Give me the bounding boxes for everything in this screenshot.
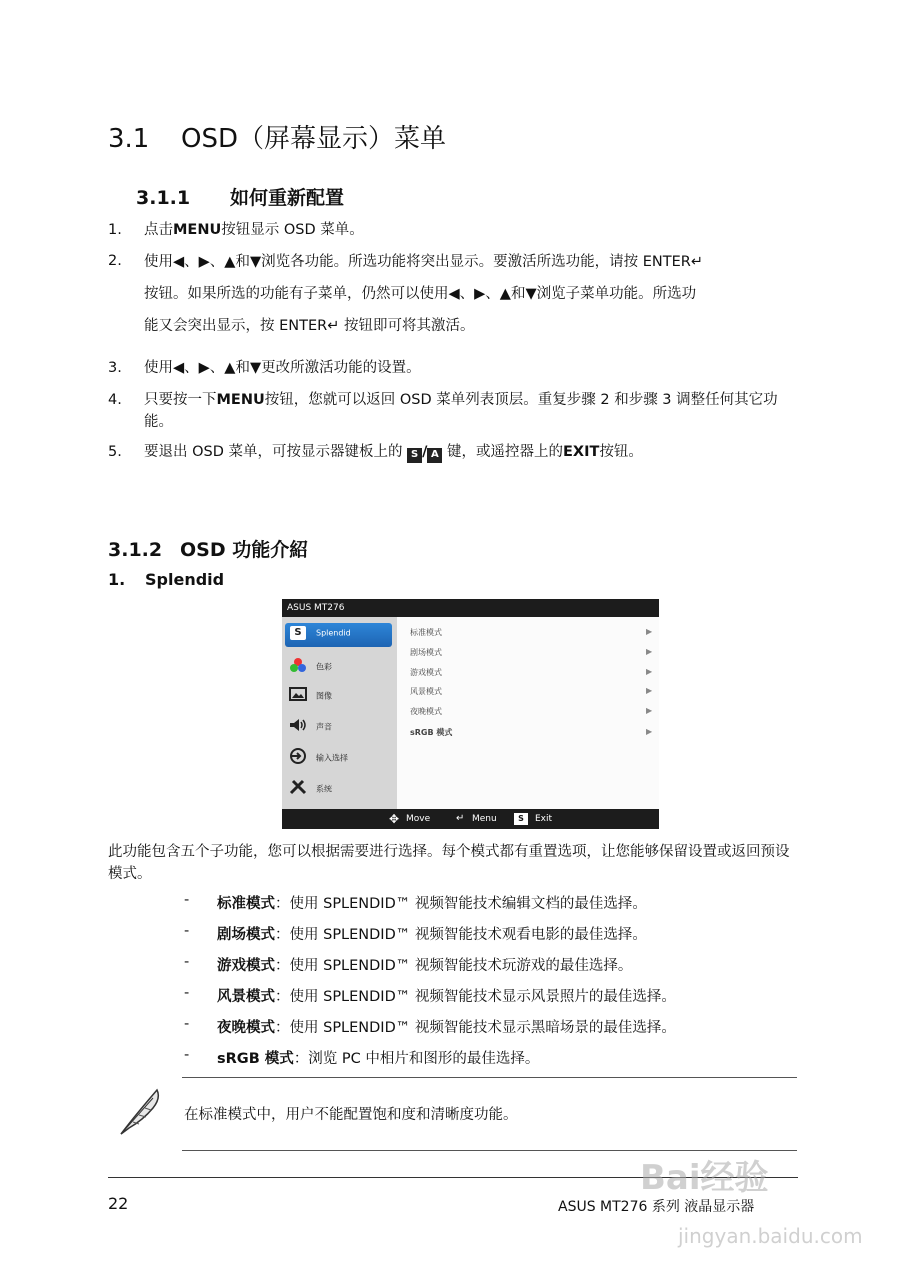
osd-menu-label: 输入选择 (316, 753, 348, 763)
step-1 (108, 215, 798, 245)
step-number: 5. (108, 444, 122, 460)
step-4 (108, 389, 798, 433)
osd-menu-item-image[interactable] (288, 687, 332, 705)
step-text: 只要按一下 (144, 392, 217, 408)
feather-pen-icon (113, 1084, 167, 1142)
step-text: 按钮。 (599, 444, 643, 460)
osd-submenu-item[interactable]: sRGB 模式 (410, 728, 453, 737)
step-text: 点击 (144, 222, 173, 238)
step-text-line: 使用◀、▶、▲和▼浏览各功能。所选功能将突出显示。要激活所选功能，请按 ENTER↵ (144, 254, 703, 270)
osd-menu-label: 图像 (316, 691, 332, 701)
osd-menu-label: 系统 (316, 784, 332, 794)
step-number: 2. (108, 253, 122, 269)
osd-menu-label: 色彩 (316, 662, 332, 672)
enter-icon: ↵ (456, 813, 465, 824)
mode-item: - 标准模式：使用 SPLENDID™ 视频智能技术编辑文档的最佳选择。 (184, 892, 647, 912)
section-title: OSD（屏幕显示）菜单 (181, 124, 446, 154)
mode-desc: ：使用 SPLENDID™ 视频智能技术显示风景照片的最佳选择。 (275, 989, 676, 1005)
exit-key-icon: S (514, 813, 528, 825)
step-text: 要退出 OSD 菜单，可按显示器键板上的 (144, 444, 403, 460)
subsection-number: 3.1.1 (136, 187, 191, 209)
mode-desc: ：浏览 PC 中相片和图形的最佳选择。 (293, 1051, 540, 1067)
exit-key: EXIT (563, 444, 600, 460)
mode-item: - 风景模式：使用 SPLENDID™ 视频智能技术显示风景照片的最佳选择。 (184, 985, 676, 1005)
step-number: 1. (108, 222, 122, 238)
step-text: 使用◀、▶、▲和▼更改所激活功能的设置。 (144, 360, 421, 376)
subsection-number: 3.1.2 (108, 539, 163, 561)
subsection-heading-config (136, 183, 344, 210)
item-heading (108, 570, 224, 589)
step-text-line: 按钮。如果所选的功能有子菜单，仍然可以使用◀、▶、▲和▼浏览子菜单功能。所选功 (144, 286, 697, 302)
submenu-arrow-icon: ▶ (646, 727, 653, 736)
slash: / (422, 444, 428, 460)
mode-desc: ：使用 SPLENDID™ 视频智能技术玩游戏的最佳选择。 (275, 958, 633, 974)
mode-item: - 剧场模式：使用 SPLENDID™ 视频智能技术观看电影的最佳选择。 (184, 923, 647, 943)
step-5 (108, 437, 798, 467)
system-icon (288, 779, 308, 799)
mode-name: 风景模式 (217, 989, 275, 1005)
step-number: 3. (108, 360, 122, 376)
osd-title: ASUS MT276 (282, 599, 659, 617)
osd-footer (282, 809, 659, 829)
step-text-line: 能又会突出显示，按 ENTER↵ 按钮即可将其激活。 (144, 318, 475, 334)
osd-menu-item-splendid[interactable] (288, 626, 351, 640)
osd-move-label: Move (406, 814, 431, 824)
mode-name: sRGB 模式 (217, 1051, 294, 1067)
osd-screenshot (282, 599, 659, 829)
osd-submenu-item[interactable]: 风景模式 (410, 687, 442, 696)
subsection-title: 如何重新配置 (230, 187, 345, 209)
step-2 (108, 246, 798, 342)
mode-name: 游戏模式 (217, 958, 275, 974)
osd-menu (282, 617, 397, 809)
osd-menu-label: 声音 (316, 722, 332, 732)
menu-key: MENU (173, 222, 222, 238)
note-divider-top (182, 1077, 797, 1078)
step-text: 按钮显示 OSD 菜单。 (221, 222, 364, 238)
move-icon: ✥ (389, 812, 400, 826)
osd-menu-item-color[interactable] (288, 657, 332, 677)
osd-menu-item-system[interactable] (288, 779, 332, 799)
page-number: 22 (108, 1194, 129, 1213)
subsection-heading-func (108, 535, 308, 562)
s-key-icon: S (407, 448, 422, 463)
osd-menu-label: Menu (472, 814, 497, 824)
submenu-arrow-icon: ▶ (646, 686, 653, 695)
osd-submenu-item[interactable]: 剧场模式 (410, 648, 442, 657)
osd-menu-label: Splendid (316, 628, 351, 638)
mode-item: - 夜晚模式：使用 SPLENDID™ 视频智能技术显示黑暗场景的最佳选择。 (184, 1016, 676, 1036)
submenu-arrow-icon: ▶ (646, 667, 653, 676)
watermark-url: jingyan.baidu.com (678, 1224, 863, 1248)
mode-name: 标准模式 (217, 896, 275, 912)
footer-product: ASUS MT276 系列 液晶显示器 (558, 1199, 755, 1215)
splendid-icon: S (290, 626, 306, 640)
mode-name: 剧场模式 (217, 927, 275, 943)
osd-submenu-item[interactable]: 游戏模式 (410, 668, 442, 677)
submenu-arrow-icon: ▶ (646, 647, 653, 656)
note-text: 在标准模式中，用户不能配置饱和度和清晰度功能。 (184, 1107, 518, 1123)
osd-submenu-item[interactable]: 标准模式 (410, 628, 442, 637)
subsection-title: OSD 功能介紹 (180, 539, 309, 561)
image-icon (288, 687, 308, 705)
submenu-arrow-icon: ▶ (646, 627, 653, 636)
step-text: 键，或遥控器上的 (447, 444, 564, 460)
description: 此功能包含五个子功能，您可以根据需要进行选择。每个模式都有重置选项，让您能够保留设置或返回预设模式。 (108, 844, 790, 882)
a-key-icon: A (427, 448, 442, 463)
step-3 (108, 353, 798, 383)
osd-submenu (397, 617, 659, 809)
osd-exit-label: Exit (535, 814, 553, 824)
mode-desc: ：使用 SPLENDID™ 视频智能技术观看电影的最佳选择。 (275, 927, 647, 943)
menu-key: MENU (216, 392, 265, 408)
mode-item: - 游戏模式：使用 SPLENDID™ 视频智能技术玩游戏的最佳选择。 (184, 954, 633, 974)
step-number: 4. (108, 392, 122, 408)
osd-menu-item-sound[interactable] (288, 718, 332, 736)
input-icon (288, 748, 308, 768)
mode-desc: ：使用 SPLENDID™ 视频智能技术显示黑暗场景的最佳选择。 (275, 1020, 676, 1036)
osd-submenu-item[interactable]: 夜晚模式 (410, 707, 442, 716)
section-heading (108, 118, 446, 155)
watermark-logo: Bai经验 (640, 1158, 769, 1198)
mode-desc: ：使用 SPLENDID™ 视频智能技术编辑文档的最佳选择。 (275, 896, 647, 912)
mode-name: 夜晚模式 (217, 1020, 275, 1036)
mode-item: - sRGB 模式：浏览 PC 中相片和图形的最佳选择。 (184, 1047, 540, 1067)
section-number: 3.1 (108, 124, 150, 154)
item-number: 1. (108, 570, 126, 589)
item-title: Splendid (145, 570, 225, 589)
submenu-arrow-icon: ▶ (646, 706, 653, 715)
sound-icon (288, 718, 308, 736)
step-text: 按钮，您就可以返回 OSD 菜单列表顶层。重复步骤 2 和步骤 3 调整任何其它功能。 (144, 392, 778, 430)
osd-menu-item-input[interactable] (288, 748, 348, 768)
color-icon (288, 657, 308, 677)
